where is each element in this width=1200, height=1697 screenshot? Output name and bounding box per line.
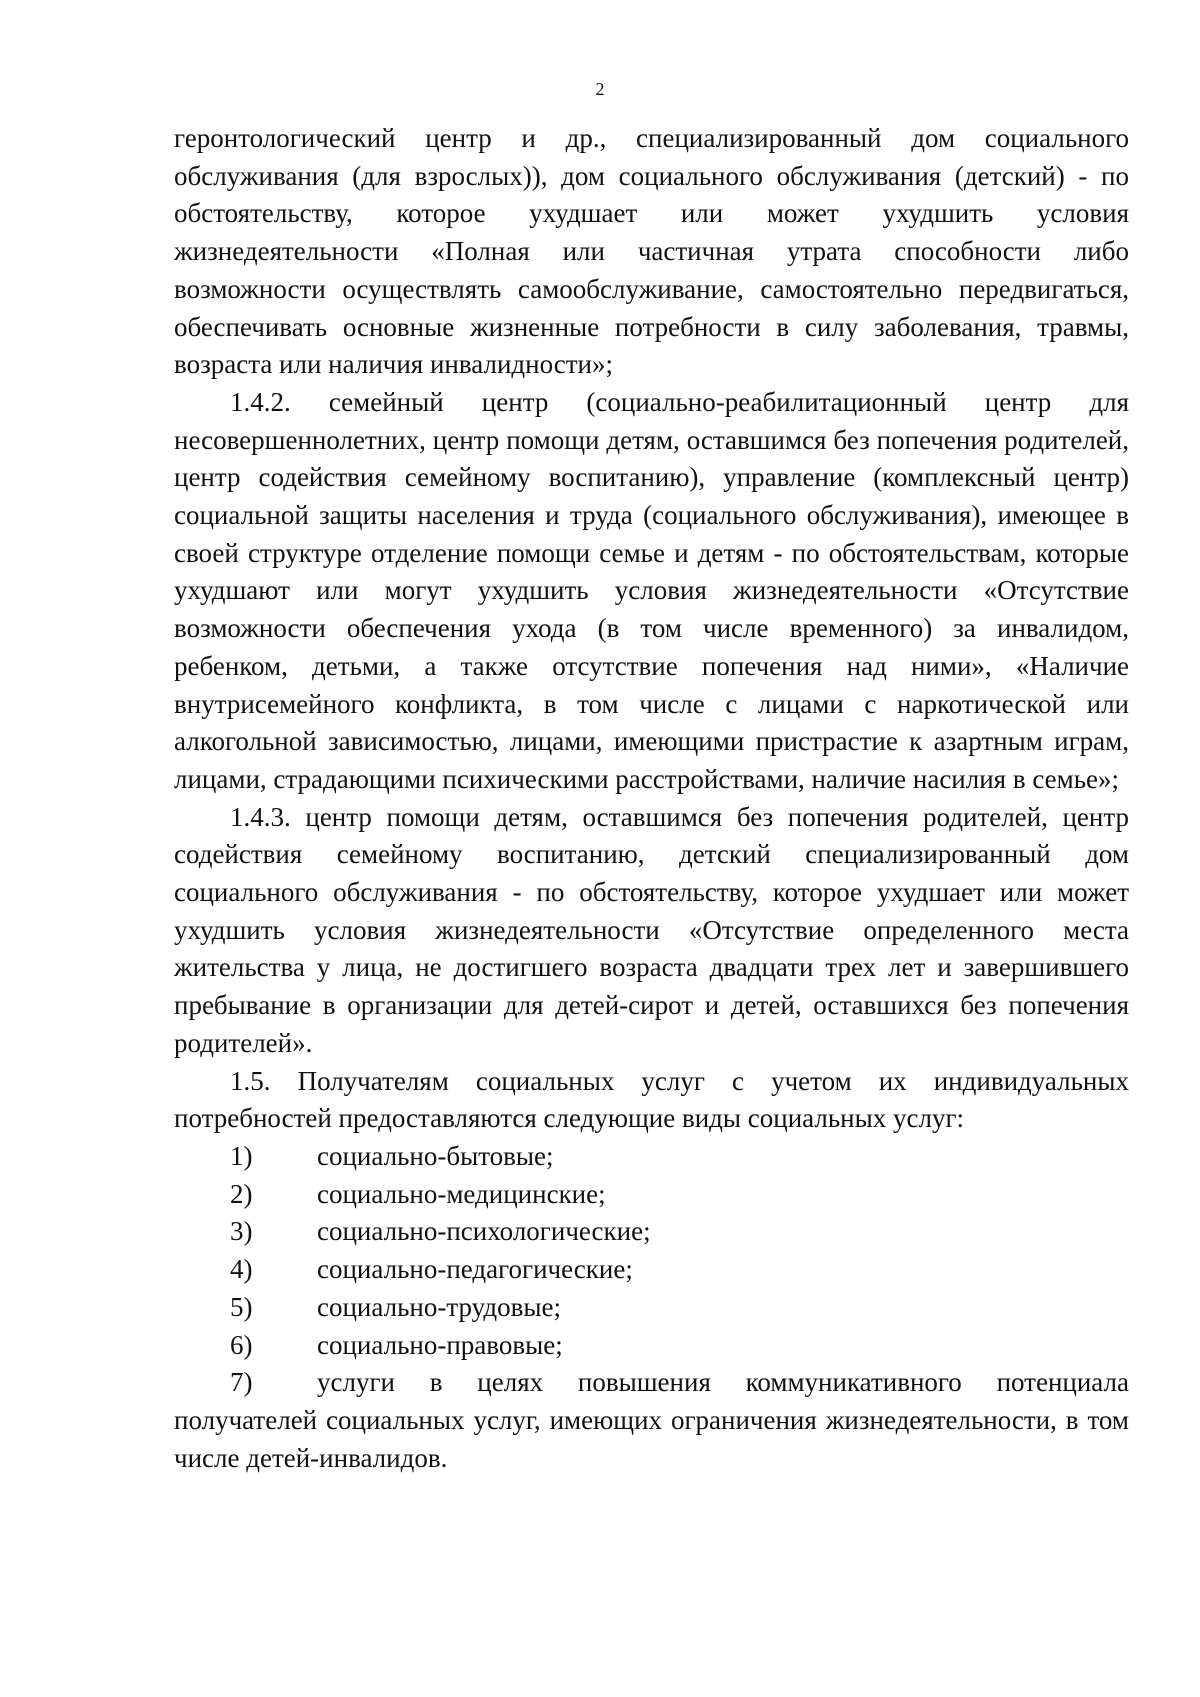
list-item-number: 2) [230, 1178, 253, 1209]
list-item [174, 1176, 1129, 1214]
list-item-text: социально-бытовые; [317, 1140, 554, 1171]
list-item [174, 1327, 1129, 1365]
services-list [174, 1138, 1129, 1364]
list-item-text: социально-психологические; [317, 1216, 651, 1247]
list-item-number: 4) [230, 1254, 253, 1285]
list-item [174, 1289, 1129, 1327]
list-item-last [174, 1364, 1129, 1477]
paragraph-1-4-3: 1.4.3. центр помощи детям, оставшимся без попечения родителей, центр содействия семейному воспитанию, детский специализированный дом социального обслуживания - по обстоятельству, которое ухудшает или может ухудшить условия жизнедеятельности «Отсутствие определенного места жительства у лица, не достигшего возраста двадцати трех лет и завершившего пребывание в организации для детей-сирот и детей, оставшихся без попечения родителей». [174, 801, 1129, 1058]
list-item-text: социально-трудовые; [317, 1291, 562, 1322]
list-item [174, 1138, 1129, 1176]
list-item-number: 7) [230, 1367, 253, 1398]
list-item-number: 5) [230, 1291, 253, 1322]
list-item-text: услуги в целях повышения коммуникативного потенциала получателей социальных услуг, имеющих ограничения жизнедеятельности, в том числе детей-инвалидов. [174, 1367, 1129, 1473]
list-item [174, 1213, 1129, 1251]
paragraph-continuation: геронтологический центр и др., специализированный дом социального обслуживания (для взрослых)), дом социального обслуживания (детский) - по обстоятельству, которое ухудшает или может ухудшить условия жизнедеятельности «Полная или частичная утрата способности либо возможности осуществлять самообслуживание, самостоятельно передвигаться, обеспечивать основные жизненные потребности в силу заболевания, травмы, возраста или наличия инвалидности»; [174, 123, 1129, 380]
list-item-number: 6) [230, 1329, 253, 1360]
list-item-number: 1) [230, 1140, 253, 1171]
list-item [174, 1251, 1129, 1289]
list-item-number: 3) [230, 1216, 253, 1247]
document-body [174, 120, 1129, 1477]
paragraph-1-5: 1.5. Получателям социальных услуг с учетом их индивидуальных потребностей предоставляются следующие виды социальных услуг: [174, 1065, 1129, 1134]
list-item-text: социально-педагогические; [317, 1254, 633, 1285]
list-item-text: социально-медицинские; [317, 1178, 606, 1209]
page-number: 2 [595, 79, 605, 99]
paragraph-1-4-2: 1.4.2. семейный центр (социально-реабилитационный центр для несовершеннолетних, центр помощи детям, оставшимся без попечения родителей, центр содействия семейному воспитанию), управление (комплексный центр) социальной защиты населения и труда (социального обслуживания), имеющее в своей структуре отделение помощи семье и детям - по обстоятельствам, которые ухудшают или могут ухудшить условия жизнедеятельности «Отсутствие возможности обеспечения ухода (в том числе временного) за инвалидом, ребенком, детьми, а также отсутствие попечения над ними», «Наличие внутрисемейного конфликта, в том числе с лицами с наркотической или алкогольной зависимостью, лицами, имеющими пристрастие к азартным играм, лицами, страдающими психическими расстройствами, наличие насилия в семье»; [174, 386, 1129, 794]
list-item-text: социально-правовые; [317, 1329, 563, 1360]
